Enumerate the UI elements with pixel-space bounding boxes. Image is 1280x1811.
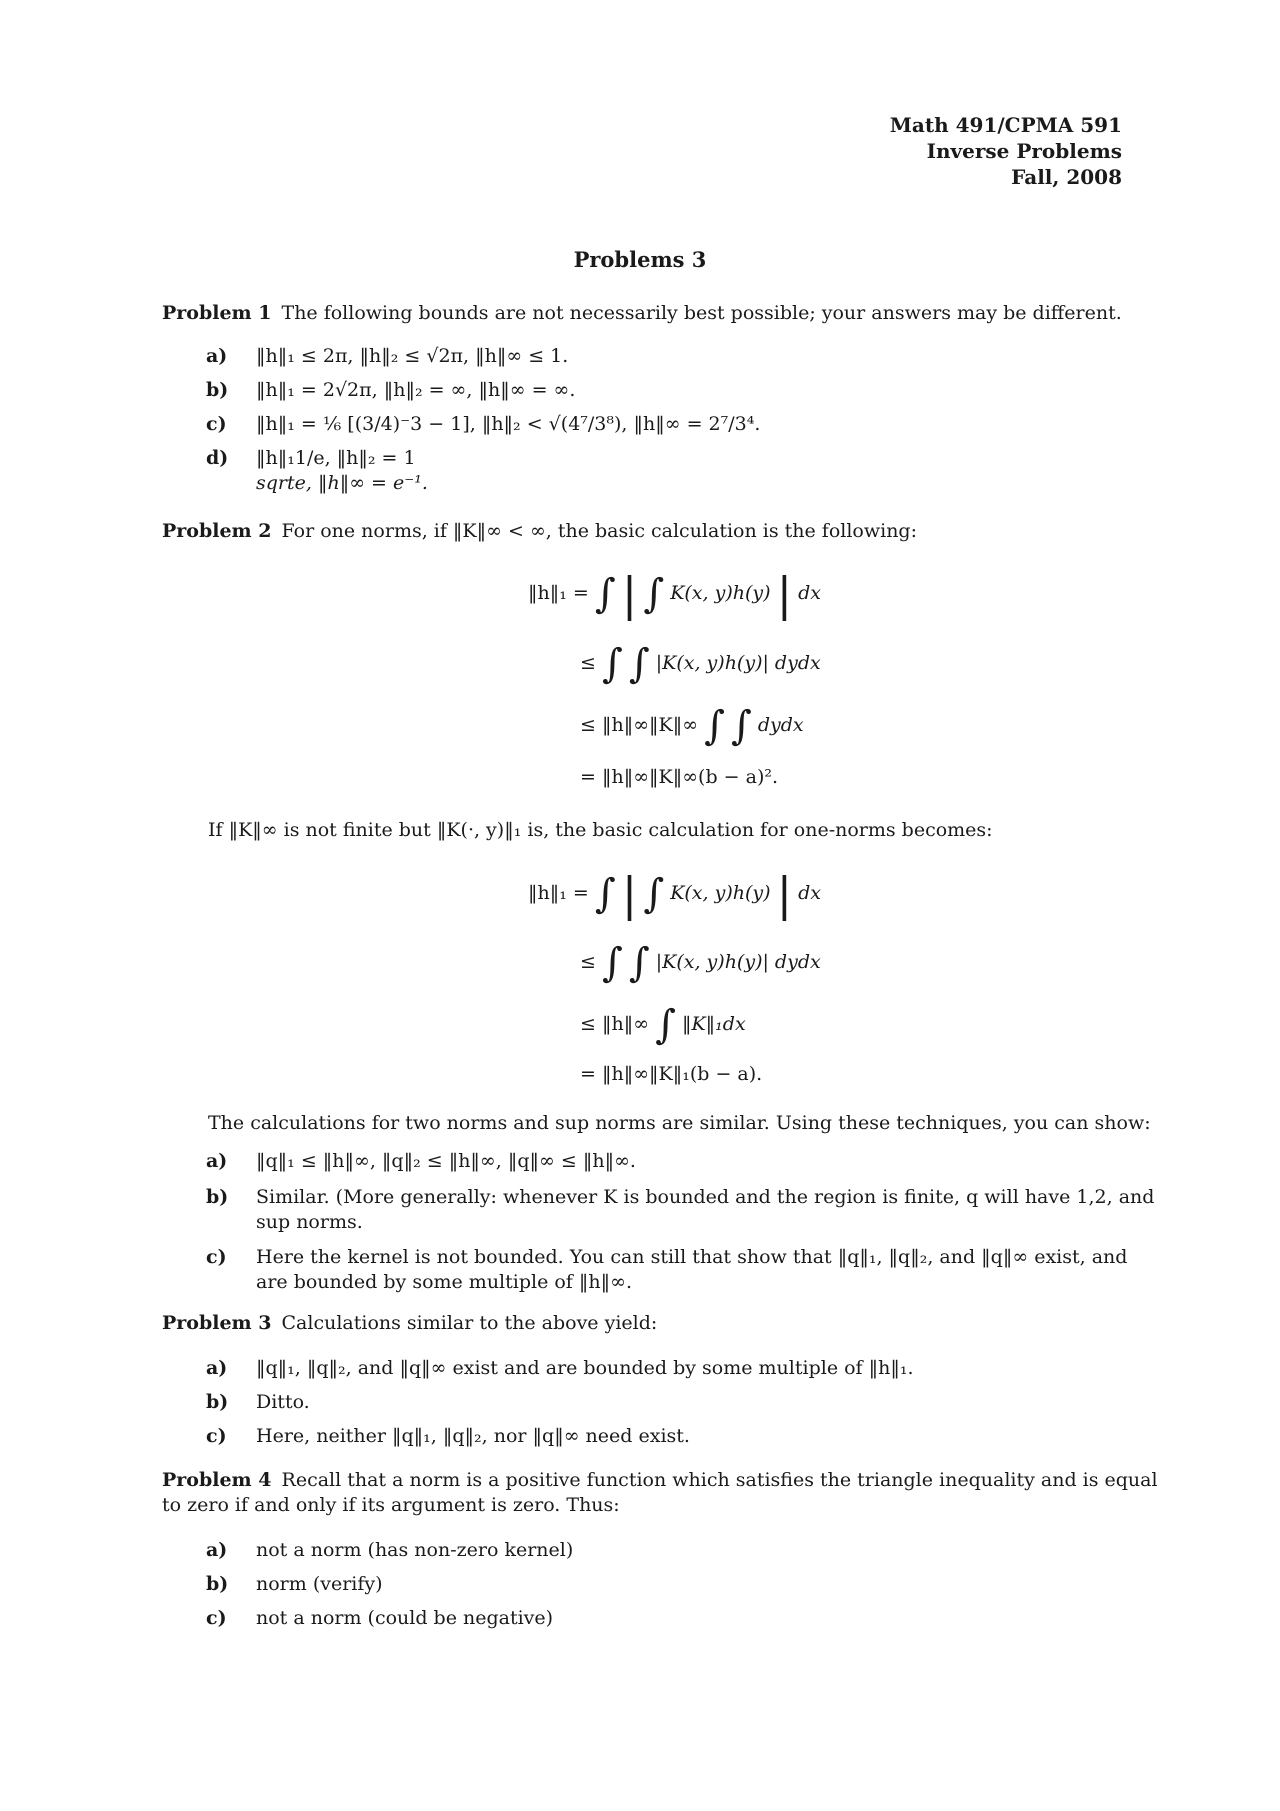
p4-item-b-label: b) — [206, 1573, 229, 1595]
p4-item-a-text: not a norm (has non-zero kernel) — [256, 1539, 574, 1561]
eq1-line3 — [580, 703, 804, 749]
eq2-line2 — [580, 940, 821, 986]
course-subject: Inverse Problems — [926, 139, 1122, 163]
eq1-lhs: ‖h‖₁ = — [528, 582, 589, 604]
problem2-intro: For one norms, if ‖K‖∞ < ∞, the basic calculation is the following: — [281, 520, 917, 542]
p1-item-a-text: ‖h‖₁ ≤ 2π, ‖h‖₂ ≤ √2π, ‖h‖∞ ≤ 1. — [256, 345, 569, 367]
eq1-line1 — [528, 567, 822, 621]
integral-sign: ∫ — [655, 1002, 676, 1048]
eq1-line3-diff: dydx — [757, 714, 804, 736]
problem1-label: Problem 1 — [162, 302, 272, 324]
abs-bar-left: | — [621, 567, 638, 621]
eq1-line2-text: |K(x, y)h(y)| dydx — [655, 652, 821, 674]
p1-item-d-text2: sqrte, ‖h‖∞ = e⁻¹. — [256, 472, 428, 494]
p3-item-a-label: a) — [206, 1357, 228, 1379]
le-sign: ≤ — [580, 652, 596, 674]
p3-item-a-text: ‖q‖₁, ‖q‖₂, and ‖q‖∞ exist and are bounded by some multiple of ‖h‖₁. — [256, 1357, 914, 1379]
p2-item-c-label: c) — [206, 1246, 227, 1268]
eq2-line3 — [580, 1002, 746, 1048]
p3-item-c-text: Here, neither ‖q‖₁, ‖q‖₂, nor ‖q‖∞ need exist. — [256, 1425, 690, 1447]
course-term: Fall, 2008 — [1011, 165, 1122, 189]
eq2-integrand: K(x, y)h(y) — [670, 882, 771, 904]
integral-sign: ∫ — [643, 871, 665, 917]
integral-sign: ∫ — [628, 940, 650, 986]
eq2-line3-rest: ‖K‖₁dx — [681, 1013, 746, 1035]
eq2-line2-text: |K(x, y)h(y)| dydx — [655, 951, 821, 973]
eq1-line4: = ‖h‖∞‖K‖∞(b − a)². — [580, 766, 779, 788]
problem3-label: Problem 3 — [162, 1312, 272, 1334]
p1-item-c-text: ‖h‖₁ = ⅙ [(3/4)⁻3 − 1], ‖h‖₂ < √(4⁷/3⁸), ‖h‖∞ = 2⁷/3⁴. — [256, 413, 761, 435]
problem3-heading — [162, 1311, 657, 1336]
problem1-intro: The following bounds are not necessarily best possible; your answers may be different. — [281, 302, 1122, 324]
eq2-line1 — [528, 867, 822, 921]
eq1-integrand: K(x, y)h(y) — [670, 582, 771, 604]
p1-item-c-label: c) — [206, 413, 227, 435]
problem2-label: Problem 2 — [162, 520, 272, 542]
problem4-intro: Recall that a norm is a positive function which satisfies the triangle inequality and is equal to zero if and only if its argument is zero. Thus: — [162, 1469, 1158, 1516]
course-code: Math 491/CPMA 591 — [889, 113, 1122, 137]
integral-sign: ∫ — [601, 940, 623, 986]
eq1-line2 — [580, 641, 821, 687]
integral-sign: ∫ — [601, 641, 623, 687]
p1-item-d-text: ‖h‖₁1/e, ‖h‖₂ = 1 — [256, 447, 416, 469]
p1-item-a-label: a) — [206, 345, 228, 367]
eq1-dx: dx — [798, 582, 822, 604]
course-header — [890, 112, 1122, 190]
p1-item-d-label: d) — [206, 447, 229, 469]
p2-item-a-text: ‖q‖₁ ≤ ‖h‖∞, ‖q‖₂ ≤ ‖h‖∞, ‖q‖∞ ≤ ‖h‖∞. — [256, 1150, 636, 1172]
integral-sign: ∫ — [730, 703, 752, 749]
p4-item-b-text: norm (verify) — [256, 1573, 383, 1595]
integral-sign: ∫ — [643, 571, 665, 617]
p4-item-c-label: c) — [206, 1607, 227, 1629]
p1-item-b-text: ‖h‖₁ = 2√2π, ‖h‖₂ = ∞, ‖h‖∞ = ∞. — [256, 379, 576, 401]
abs-bar-right: | — [776, 567, 793, 621]
p1-item-b-label: b) — [206, 379, 229, 401]
problem4-heading — [162, 1468, 1162, 1518]
problem3-intro: Calculations similar to the above yield: — [281, 1312, 658, 1334]
problem2-after-text: The calculations for two norms and sup norms are similar. Using these techniques, you can show: — [208, 1112, 1151, 1134]
p4-item-a-label: a) — [206, 1539, 228, 1561]
problem4-label: Problem 4 — [162, 1469, 272, 1491]
integral-sign: ∫ — [594, 571, 616, 617]
eq2-lhs: ‖h‖₁ = — [528, 882, 589, 904]
p2-item-b-text: Similar. (More generally: whenever K is bounded and the region is finite, q will have 1,2, and sup norms. — [256, 1186, 1155, 1233]
p3-item-b-text: Ditto. — [256, 1391, 310, 1413]
p2-item-a-label: a) — [206, 1150, 228, 1172]
eq2-dx: dx — [798, 882, 822, 904]
le-sign: ≤ — [580, 951, 596, 973]
page-title: Problems 3 — [573, 247, 707, 272]
p2-item-b-label: b) — [206, 1186, 229, 1208]
eq2-line3-lead: ≤ ‖h‖∞ — [580, 1013, 650, 1035]
p2-item-c-text: Here the kernel is not bounded. You can still that show that ‖q‖₁, ‖q‖₂, and ‖q‖∞ exist, and are bounded by some multiple of ‖h‖∞. — [256, 1246, 1128, 1293]
p4-item-c-text: not a norm (could be negative) — [256, 1607, 554, 1629]
problem2-heading — [162, 519, 917, 544]
problem1-heading — [162, 301, 1122, 326]
integral-sign: ∫ — [594, 871, 616, 917]
problem2-mid-text: If ‖K‖∞ is not finite but ‖K(·, y)‖₁ is, the basic calculation for one-norms becomes: — [208, 819, 993, 841]
integral-sign: ∫ — [704, 703, 725, 749]
p3-item-c-label: c) — [206, 1425, 227, 1447]
abs-bar-left: | — [621, 867, 638, 921]
eq2-line4: = ‖h‖∞‖K‖₁(b − a). — [580, 1063, 763, 1085]
integral-sign: ∫ — [628, 641, 650, 687]
eq1-line3-lead: ≤ ‖h‖∞‖K‖∞ — [580, 714, 699, 736]
abs-bar-right: | — [776, 867, 793, 921]
p3-item-b-label: b) — [206, 1391, 229, 1413]
